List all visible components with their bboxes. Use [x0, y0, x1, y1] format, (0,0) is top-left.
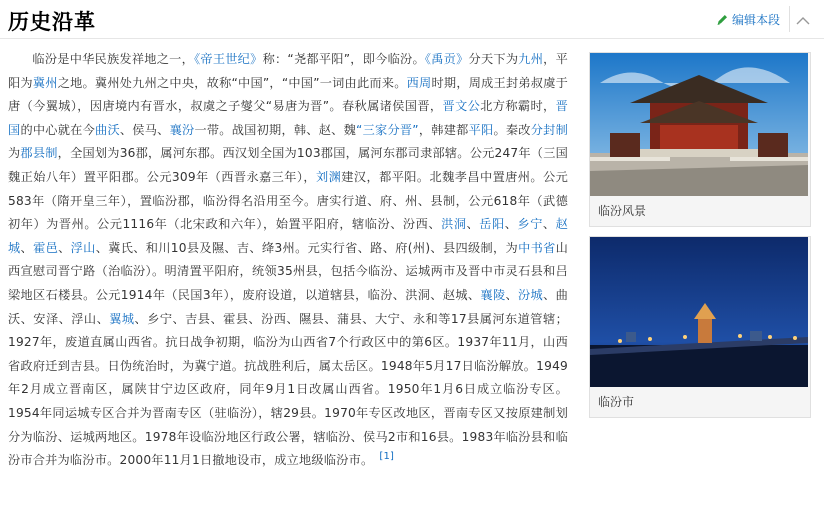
edit-section-label: 编辑本段 [731, 13, 780, 27]
text-segment: ，全国划为36郡，属河东郡。西汉划全国为103郡国，属河东郡司隶部辖。公元247年（三国魏正始八年）置平阳郡。公元309年（西晋永嘉三年）， [8, 146, 569, 184]
inline-link[interactable]: 九州 [518, 52, 544, 66]
pencil-icon [716, 13, 729, 26]
inline-link[interactable]: 曲沃 [95, 122, 120, 137]
inline-link[interactable]: 襄陵 [480, 287, 506, 302]
history-paragraph [8, 48, 568, 473]
inline-link[interactable]: 翼城 [109, 311, 135, 326]
section-header [0, 0, 824, 40]
text-segment: 时期，周成王封弟叔虞于唐（今翼城），因唐境内有晋水，叔虞之子燮父“易唐为晋”。春秋属诸侯国晋， [8, 75, 569, 114]
text-segment: 山西宣慰司晋宁路（治临汾）。明清置平阳府，统领35州县，包括今临汾、运城两市及晋中市灵石县和吕梁地区石楼县。公元1914年（民国3年），废府设道，以道辖县，临汾、洪洞、赵城、 [8, 240, 569, 302]
text-segment: 的中心就在今 [20, 122, 96, 137]
text-segment: 建汉，都平阳。北魏孝昌中置唐州。公元583年（隋开皇三年），置临汾郡，临汾得名沿用至今。唐实行道、府、州、县制，公元618年（武德初年）为晋州。公元1116年（北宋政和六年），始置平阳府，辖临汾、汾西、 [8, 169, 568, 232]
figure-caption: 临汾市 [598, 395, 635, 409]
text-segment: 称：“尧都平阳”，即今临汾。 [262, 52, 425, 66]
edit-section-button[interactable] [716, 11, 780, 28]
text-segment: 、 [504, 217, 518, 232]
scenery-photo[interactable] [590, 53, 808, 196]
inline-link[interactable]: 浮山 [70, 240, 96, 255]
inline-link[interactable]: 襄汾 [169, 122, 195, 137]
inline-link[interactable]: 平阳 [468, 122, 494, 137]
inline-link[interactable]: 《禹贡》 [424, 52, 469, 66]
text-segment: 、 [505, 287, 519, 302]
chevron-up-icon [796, 10, 810, 29]
inline-link[interactable]: 晋文公 [442, 99, 481, 114]
text-segment: 。秦改 [493, 122, 531, 137]
text-segment: 、 [542, 217, 556, 232]
inline-link[interactable]: “三家分晋” [356, 122, 419, 137]
text-segment: 、 [58, 240, 71, 255]
text-segment: 临汾是中华民族发祥地之一， [32, 52, 195, 66]
figure-scenery [589, 52, 811, 227]
text-segment: 、乡宁、吉县、霍县、汾西、隰县、蒲县、大宁、永和等17县属河东道管辖；1927年，废道直属山西省。抗日战争初期，临汾为山西省7个行政区中的第6区。1937年11月，山西省政府迁到吉县。日伪统治时，为冀宁道。抗战胜利后，属太岳区。1948年5月17日临汾解放。1949年2月成立晋南区，属陕甘宁边区政府，同年9月1日改属山西省。1950年1月6日成立临汾专区。1954年同运城专区合并为晋南专区（驻临汾），辖29县。1970年专区改地区，晋南专区又按原建制划分为临汾、运城两地区。1978年设临汾地区行政公署，辖临汾、侯马2市和16县。1983年临汾县和临汾市合并为临汾市。2000年11月1日撤地设市，成立地级临汾市。 [8, 311, 568, 468]
text-segment: ，平阳为 [8, 52, 568, 90]
inline-link[interactable]: 《帝王世纪》 [194, 52, 263, 66]
text-segment: 分天下为 [468, 52, 519, 66]
text-segment: 一带。战国初期，韩、赵、魏 [194, 122, 357, 137]
inline-link[interactable]: 中书省 [518, 240, 556, 255]
text-segment: 、侯马、 [119, 122, 170, 137]
text-segment: 、 [466, 217, 480, 232]
inline-link[interactable]: 霍邑 [33, 240, 59, 255]
inline-link[interactable]: 西周 [406, 75, 432, 90]
text-segment: 之地。冀州处九州之中央，故称“中国”，“中国”一词由此而来。 [57, 75, 407, 90]
text-segment: 、冀氏、和川10县及隰、吉、绛3州。元实行省、路、府(州)、县四级制，为 [95, 240, 519, 255]
inline-link[interactable]: 赵城 [8, 217, 569, 255]
citation-link[interactable]: [1] [379, 451, 395, 463]
text-segment: 为 [8, 146, 21, 161]
inline-link[interactable]: 分封制 [530, 122, 568, 137]
text-segment: 、曲沃、安泽、浮山、 [8, 287, 568, 326]
inline-link[interactable]: 汾城 [518, 287, 544, 302]
header-divider [0, 38, 824, 39]
inline-link[interactable]: 郡县制 [20, 146, 58, 161]
text-segment: 北方称霸时， [480, 99, 556, 114]
collapse-button[interactable] [789, 6, 816, 32]
city-photo[interactable] [590, 237, 808, 387]
inline-link[interactable]: 岳阳 [479, 217, 505, 232]
section-title: 历史沿革 [8, 10, 96, 34]
text-segment: ，韩建都 [418, 122, 469, 137]
inline-link[interactable]: 冀州 [32, 75, 58, 90]
inline-link[interactable]: 晋国 [8, 99, 569, 137]
figure-city [589, 236, 811, 418]
text-segment: 、 [20, 240, 34, 255]
inline-link[interactable]: 刘渊 [316, 169, 342, 184]
inline-link[interactable]: 洪洞 [441, 217, 467, 232]
inline-link[interactable]: 乡宁 [517, 217, 543, 232]
figure-caption: 临汾风景 [598, 204, 647, 218]
